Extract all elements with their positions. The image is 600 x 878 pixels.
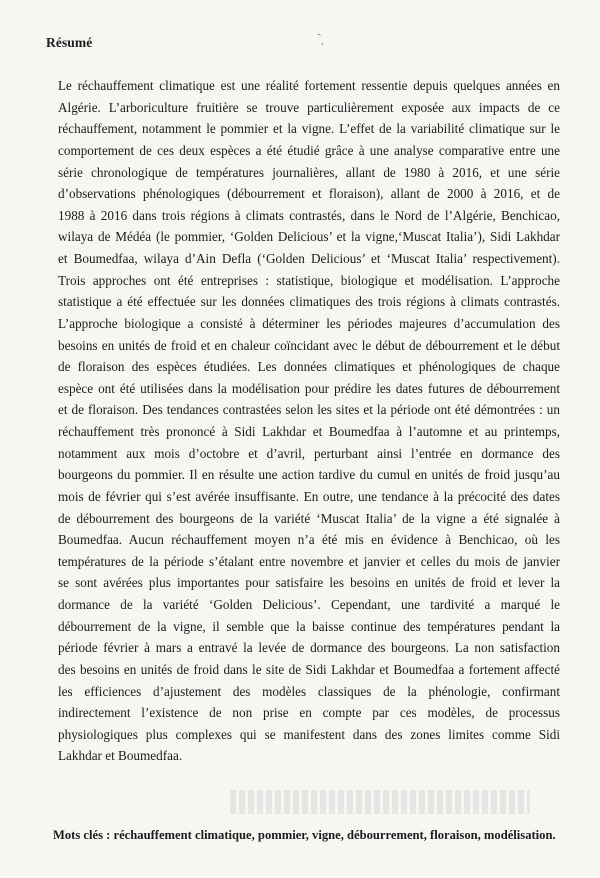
scan-artifact-mark: ˉ ˎ [314, 31, 328, 47]
paragraph-line: espèce ont été utilisées dans la modélisation pour prédire les dates futures de débourrement [58, 380, 560, 396]
paragraph-line: Boumedfaa. Aucun réchauffement moyen n’a été mis en évidence à Benchicao, où les [58, 532, 560, 548]
paragraph-line: physiologiques plus complexes qui se manifestent dans des zones limites comme Sidi [58, 726, 560, 742]
paragraph-line: L’approche biologique a consisté à déterminer les périodes majeures d’accumulation des [58, 315, 560, 331]
paragraph-line: besoins en unités de froid et en chaleur coïncidant avec le début de débourrement et le début [58, 337, 560, 353]
paragraph-line: wilaya de Médéa (le pommier, ‘Golden Delicious’ et la vigne,‘Muscat Italia’), Sidi Lakhdar [58, 229, 560, 245]
paragraph-line: mois de février qui s’est avérée insuffisante. En outre, une tendance à la précocité des dates [58, 488, 560, 504]
bleed-through-artifact [230, 790, 530, 814]
paragraph-line: et de floraison. Des tendances contrastées selon les sites et la période ont été démontrées : un [58, 402, 560, 418]
paragraph-line: Trois approches ont été entreprises : statistique, biologique et modélisation. L’approche [58, 272, 560, 288]
paragraph-line: et Boumedfaa, wilaya d’Ain Defla (‘Golden Delicious’ et ‘Muscat Italia’ respectivement). [58, 251, 560, 266]
paragraph-line: Lakhdar et Boumedfaa. [58, 748, 183, 764]
paragraph-line: des besoins en unités de froid dans le site de Sidi Lakhdar et Boumedfaa a fortement affecté [58, 661, 560, 677]
paragraph-line: notamment aux mois d’octobre et d’avril, perturbant ainsi l’entrée en dormance des [58, 445, 560, 461]
paragraph-line: températures de la période s’étalant entre novembre et janvier et celles du mois de janvier [58, 553, 560, 569]
abstract-paragraph [58, 75, 560, 767]
paragraph-line: réchauffement, notamment le pommier et la vigne. L’effet de la variabilité climatique sur le [58, 121, 560, 137]
paragraph-line: 1988 à 2016 dans trois régions à climats contrastés, dans le Nord de l’Algérie, Benchicao, [58, 207, 560, 223]
paragraph-line: débourrement de la vigne, il semble que la baisse continue des températures pendant la [58, 618, 560, 634]
keywords-line: Mots clés : réchauffement climatique, pommier, vigne, débourrement, floraison, modélisation. [53, 828, 556, 842]
paragraph-line: dormance de la variété ‘Golden Delicious’. Cependant, une tardivité a marqué le [58, 597, 560, 612]
paragraph-line: de débourrement des bourgeons de la variété ‘Muscat Italia’ de la vigne a été signalée à [58, 510, 560, 526]
paragraph-line: période février à mars a entravé la levée de dormance des bourgeons. La non satisfaction [58, 640, 560, 656]
paragraph-line: série chronologique de températures journalières, allant de 1980 à 2016, et une série [58, 164, 560, 180]
paragraph-line: se sont avérées plus importantes pour satisfaire les besoins en unités de froid et lever la [58, 575, 560, 591]
paragraph-line: d’observations phénologiques (débourrement et floraison), allant de 2000 à 2016, et de [58, 186, 560, 202]
paragraph-line: de floraison des espèces étudiées. Les données climatiques et phénologiques de chaque [58, 359, 560, 375]
paragraph-line: bourgeons du pommier. Il en résulte une action tardive du cumul en unités de froid jusqu’au [58, 467, 560, 483]
paragraph-line: statistique a été effectuée sur les données climatiques des trois régions à climats contrastés. [58, 294, 560, 310]
paragraph-line: Le réchauffement climatique est une réalité fortement ressentie depuis quelques années en [58, 78, 560, 93]
paragraph-line: réchauffement très prononcé à Sidi Lakhdar et Boumedfaa à l’automne et au printemps, [58, 424, 560, 439]
paragraph-line: comportement de ces deux espèces a été étudié grâce à une analyse comparative entre une [58, 142, 560, 158]
paragraph-line: indirectement l’existence de non prise en compte par ces modèles, de processus [58, 705, 560, 721]
abstract-heading: Résumé [46, 35, 93, 50]
paragraph-line: les efficiences d’ajustement des modèles classiques de la phénologie, confirmant [58, 683, 560, 699]
paragraph-line: Algérie. L’arboriculture fruitière se trouve particulièrement exposée aux impacts de ce [58, 99, 560, 115]
